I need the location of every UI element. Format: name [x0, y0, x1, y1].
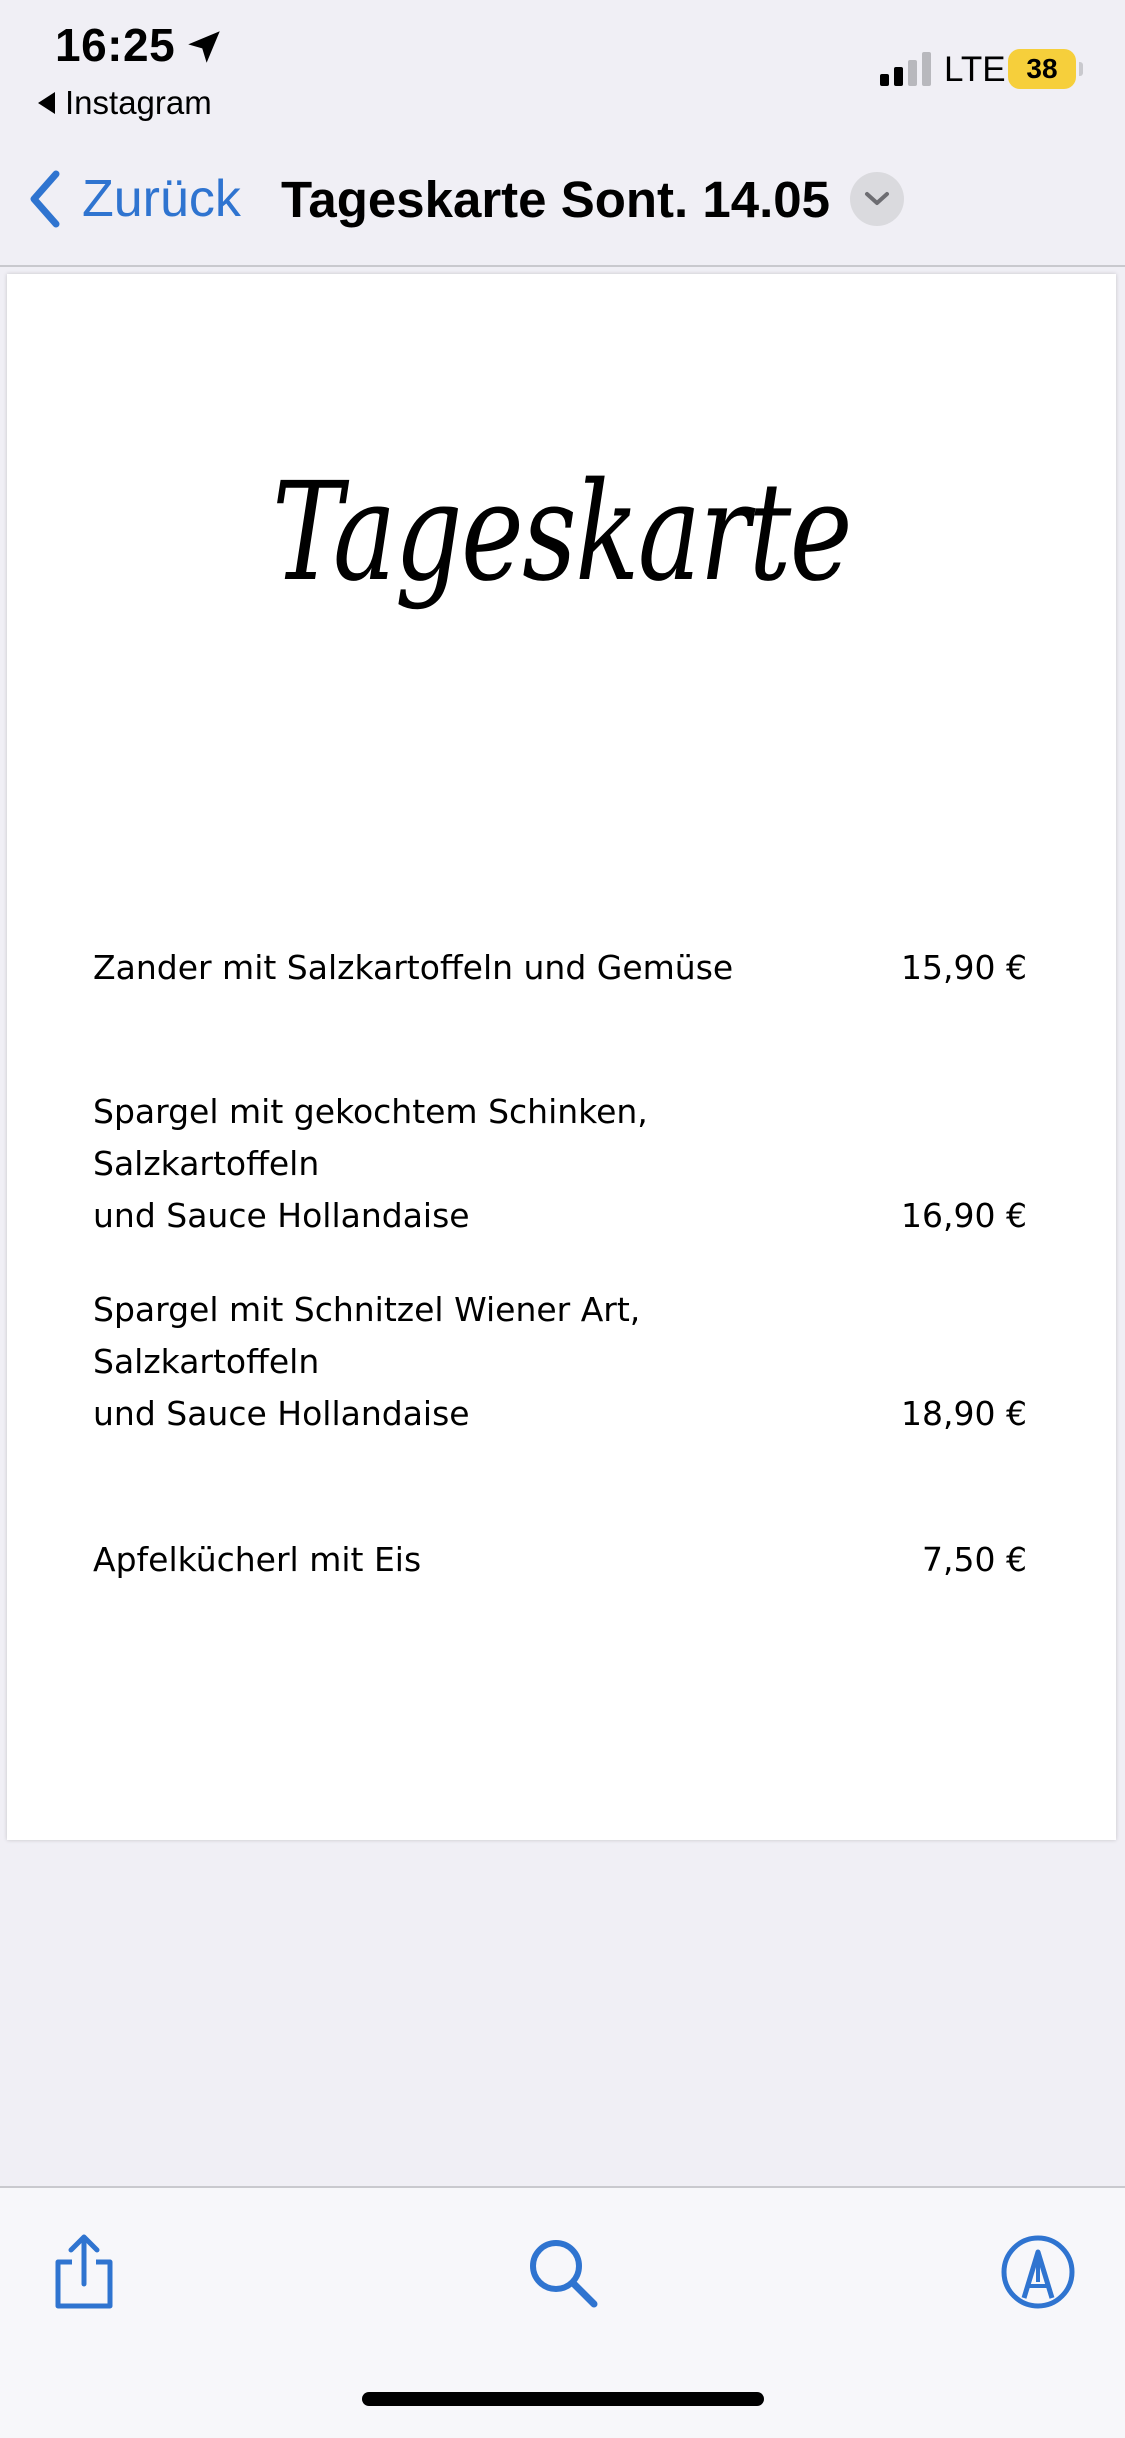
back-to-app-button[interactable] — [38, 84, 212, 122]
markup-button[interactable] — [998, 2232, 1078, 2312]
menu-item-price: 18,90 € — [901, 1394, 1027, 1433]
status-time: 16:25 — [55, 19, 176, 71]
search-button[interactable] — [522, 2232, 602, 2312]
chevron-left-icon — [24, 168, 64, 230]
markup-icon — [998, 2232, 1078, 2312]
chevron-down-icon — [864, 191, 890, 207]
menu-item-name: Apfelkücherl mit Eis — [93, 1540, 422, 1579]
battery-nub — [1079, 62, 1083, 76]
home-indicator[interactable] — [362, 2392, 764, 2406]
document-page[interactable] — [7, 274, 1116, 1840]
navigation-bar — [0, 140, 1125, 267]
menu-item-price: 15,90 € — [901, 948, 1027, 987]
menu-item-name-line1: Spargel mit gekochtem Schinken, Salzkartoffeln — [93, 1092, 648, 1183]
location-arrow-icon — [183, 26, 225, 68]
share-button[interactable] — [44, 2232, 124, 2312]
network-type: LTE — [944, 50, 1006, 89]
menu-item-name-line2: und Sauce Hollandaise — [93, 1394, 470, 1433]
menu-item-name-line1: Spargel mit Schnitzel Wiener Art, Salzkartoffeln — [93, 1290, 641, 1381]
document-title: Tageskarte Sont. 14.05 — [281, 171, 830, 228]
battery-level: 38 — [1026, 53, 1058, 84]
menu-item-price: 7,50 € — [922, 1540, 1027, 1579]
back-button-label: Zurück — [82, 170, 241, 228]
menu-heading: Tageskarte — [272, 454, 851, 612]
menu-item — [93, 942, 1027, 994]
menu-item-name: Zander mit Salzkartoffeln und Gemüse — [93, 948, 734, 987]
status-bar — [0, 0, 1125, 140]
back-app-label: Instagram — [65, 84, 212, 121]
menu-item — [93, 1284, 1027, 1440]
menu-item — [93, 1534, 1027, 1586]
cellular-signal-icon — [880, 52, 936, 86]
title-menu-button[interactable] — [850, 172, 904, 226]
search-icon — [522, 2232, 602, 2312]
share-icon — [44, 2232, 124, 2312]
battery-icon — [1008, 49, 1076, 89]
menu-item — [93, 1086, 1027, 1242]
back-button[interactable] — [24, 168, 241, 230]
back-triangle-icon — [38, 92, 55, 114]
menu-item-price: 16,90 € — [901, 1196, 1027, 1235]
menu-item-name-line2: und Sauce Hollandaise — [93, 1196, 470, 1235]
